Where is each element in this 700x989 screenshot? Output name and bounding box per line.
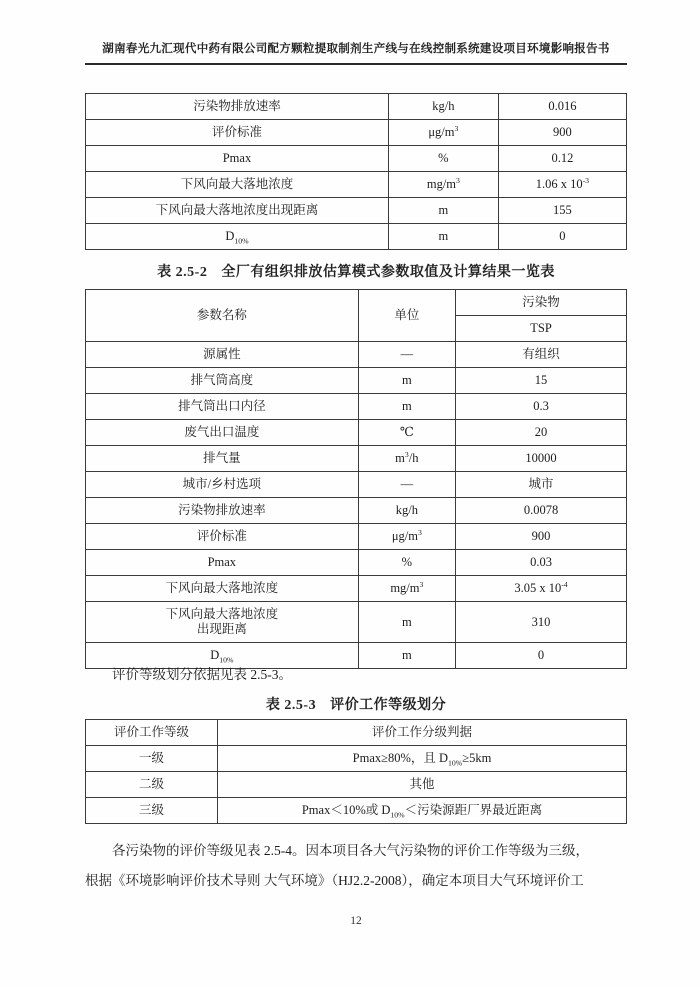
cell-value: 0.016 xyxy=(498,94,626,120)
cell-value: 15 xyxy=(456,368,627,394)
col-header-pollutant: 污染物 xyxy=(456,290,627,316)
paragraph-conclusion xyxy=(85,836,627,896)
cell-name: 下风向最大落地浓度 出现距离 xyxy=(86,602,359,643)
col-header-grade: 评价工作等级 xyxy=(86,720,218,746)
cell-value: 20 xyxy=(456,420,627,446)
emission-params-table-top xyxy=(85,93,627,250)
cell-criteria: Pmax≥80%，且 $D_{10\%}\ge 5km$ xyxy=(218,746,627,772)
cell-criteria: 其他 xyxy=(218,772,627,798)
cell-level: 一级 xyxy=(86,746,218,772)
cell-value: 900 xyxy=(498,120,626,146)
cell-value: 900 xyxy=(456,524,627,550)
cell-name: 污染物排放速率 xyxy=(86,498,359,524)
table-2-caption-text: 全厂有组织排放估算模式参数取值及计算结果一览表 xyxy=(221,265,555,280)
cell-unit: $\mu g/m^3$ xyxy=(358,524,455,550)
table-row xyxy=(86,602,627,643)
table-row xyxy=(86,342,627,368)
cell-unit: m xyxy=(388,224,498,250)
cell-value: 0.03 xyxy=(456,550,627,576)
cell-level: 二级 xyxy=(86,772,218,798)
cell-name: 排气量 xyxy=(86,446,359,472)
table-row xyxy=(86,746,627,772)
table-row xyxy=(86,172,627,198)
cell-name: 评价标准 xyxy=(86,120,389,146)
table-row xyxy=(86,120,627,146)
cell-value: 10000 xyxy=(456,446,627,472)
cell-unit: % xyxy=(358,550,455,576)
cell-unit: $mg/m^3$ xyxy=(388,172,498,198)
cell-name: Pmax xyxy=(86,550,359,576)
cell-unit: m xyxy=(358,368,455,394)
cell-name: 污染物排放速率 xyxy=(86,94,389,120)
cell-unit: % xyxy=(388,146,498,172)
cell-unit: $m^3/h$ xyxy=(358,446,455,472)
table-2-caption xyxy=(85,261,627,281)
cell-unit: m xyxy=(358,602,455,643)
cell-value: 0.0078 xyxy=(456,498,627,524)
table-row xyxy=(86,224,627,250)
paragraph-conclusion-line-2: 根据《环境影响评价技术导则 大气环境》（HJ2.2-2008），确定本项目大气环境评价工 xyxy=(85,873,584,888)
table-1-body xyxy=(86,94,627,250)
table-row xyxy=(86,146,627,172)
cell-unit: — xyxy=(358,342,455,368)
running-header xyxy=(85,40,627,65)
cell-value: 0.3 xyxy=(456,394,627,420)
table-row xyxy=(86,576,627,602)
table-row xyxy=(86,550,627,576)
cell-value: 城市 xyxy=(456,472,627,498)
cell-name: 评价标准 xyxy=(86,524,359,550)
table-3-body xyxy=(86,746,627,824)
cell-name: 废气出口温度 xyxy=(86,420,359,446)
assessment-grade-table xyxy=(85,719,627,824)
table-row xyxy=(86,798,627,824)
cell-level: 三级 xyxy=(86,798,218,824)
table-2-caption-label: 表 2.5-2 xyxy=(157,265,208,280)
table-row xyxy=(86,498,627,524)
cell-value: 0 xyxy=(456,643,627,669)
cell-unit: $\mu g/m^3$ xyxy=(388,120,498,146)
cell-unit: m xyxy=(358,643,455,669)
table-row xyxy=(86,198,627,224)
col-header-pollutant-tsp: TSP xyxy=(456,316,627,342)
cell-value: 有组织 xyxy=(456,342,627,368)
cell-name: $D_{10\%}$ xyxy=(86,643,359,669)
table-3-head xyxy=(86,720,627,746)
cell-name: 源属性 xyxy=(86,342,359,368)
running-header-title: 湖南春光九汇现代中药有限公司配方颗粒提取制剂生产线与在线控制系统建设项目环境影响报告书 xyxy=(102,43,610,55)
cell-name: $D_{10\%}$ xyxy=(86,224,389,250)
cell-value: 1.06 x $10^{-3}$ xyxy=(498,172,626,198)
table-3-caption xyxy=(85,694,627,714)
cell-unit: kg/h xyxy=(388,94,498,120)
table-row xyxy=(86,446,627,472)
cell-unit: m xyxy=(388,198,498,224)
table-row xyxy=(86,772,627,798)
cell-unit: m xyxy=(358,394,455,420)
organized-emission-params-table xyxy=(85,289,627,669)
table-row xyxy=(86,94,627,120)
table-2-head xyxy=(86,290,627,342)
table-3-caption-text: 评价工作等级划分 xyxy=(330,698,447,713)
table-row xyxy=(86,368,627,394)
cell-name: 下风向最大落地浓度 xyxy=(86,172,389,198)
cell-unit: $mg/m^3$ xyxy=(358,576,455,602)
cell-name: 排气筒出口内径 xyxy=(86,394,359,420)
paragraph-conclusion-line-1: 各污染物的评价等级见表 2.5-4。因本项目各大气污染物的评价工作等级为三级， xyxy=(112,843,589,858)
col-header-param-name: 参数名称 xyxy=(86,290,359,342)
cell-value: 3.05 x $10^{-4}$ xyxy=(456,576,627,602)
cell-criteria: Pmax＜10%或 $D_{10\%}<$污染源距厂界最近距离 xyxy=(218,798,627,824)
cell-unit: kg/h xyxy=(358,498,455,524)
table-row xyxy=(86,394,627,420)
table-header-row xyxy=(86,720,627,746)
cell-name: 城市/乡村选项 xyxy=(86,472,359,498)
col-header-criteria: 评价工作分级判据 xyxy=(218,720,627,746)
cell-unit: ℃ xyxy=(358,420,455,446)
table-3-caption-label: 表 2.5-3 xyxy=(265,698,317,713)
cell-value: 0 xyxy=(498,224,626,250)
cell-value: 310 xyxy=(456,602,627,643)
cell-name: 排气筒高度 xyxy=(86,368,359,394)
page-number: 12 xyxy=(350,915,362,927)
col-header-unit: 单位 xyxy=(358,290,455,342)
table-header-row xyxy=(86,290,627,316)
table-2-body xyxy=(86,342,627,669)
table-row xyxy=(86,472,627,498)
cell-name: Pmax xyxy=(86,146,389,172)
cell-value: 155 xyxy=(498,198,626,224)
table-row xyxy=(86,524,627,550)
cell-unit: — xyxy=(358,472,455,498)
cell-value: 0.12 xyxy=(498,146,626,172)
paragraph-grading-basis: 评价等级划分依据见表 2.5-3。 xyxy=(112,667,292,682)
table-row xyxy=(86,420,627,446)
cell-name: 下风向最大落地浓度出现距离 xyxy=(86,198,389,224)
cell-name: 下风向最大落地浓度 xyxy=(86,576,359,602)
